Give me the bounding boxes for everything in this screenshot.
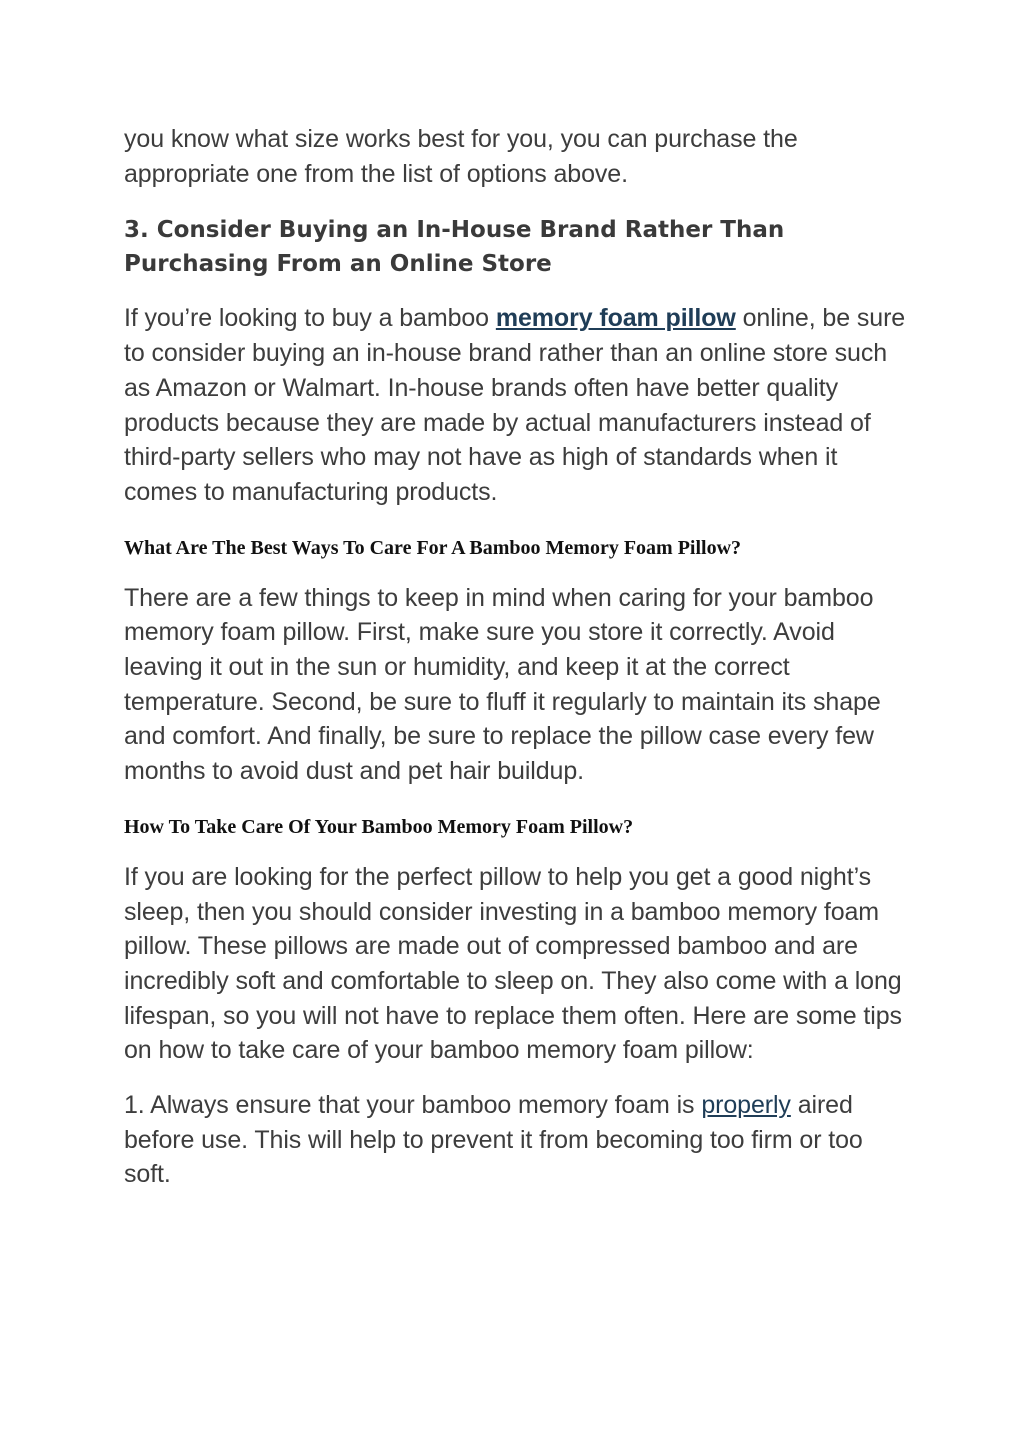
properly-link[interactable]: properly xyxy=(701,1091,791,1120)
document-page xyxy=(124,122,914,1192)
best-ways-paragraph: There are a few things to keep in mind when caring for your bamboo memory foam pillow. First, make sure you store it correctly. Avoid leaving it out in the sun or humidity, and keep it at the correct temperature. Second, be sure to fluff it regularly to maintain its shape and comfort. And finally, be sure to replace the pillow case every few months to avoid dust and pet hair buildup. xyxy=(124,583,881,786)
spacer xyxy=(124,789,914,814)
spacer xyxy=(124,561,914,581)
section-3-heading: 3. Consider Buying an In-House Brand Rather Than Purchasing From an Online Store xyxy=(124,217,785,278)
best-ways-heading: What Are The Best Ways To Care For A Bamboo Memory Foam Pillow? xyxy=(124,536,742,559)
take-care-heading: How To Take Care Of Your Bamboo Memory Foam Pillow? xyxy=(124,815,634,838)
section-3-text-start: If you’re looking to buy a bamboo xyxy=(124,304,496,333)
tip-1-text-end: aired before use. This will help to prevent it from becoming too firm or too soft. xyxy=(124,1091,863,1189)
spacer xyxy=(124,191,914,213)
intro-paragraph: you know what size works best for you, you can purchase the appropriate one from the list of options above. xyxy=(124,125,798,188)
spacer xyxy=(124,510,914,535)
tip-1-paragraph xyxy=(124,1088,914,1192)
spacer xyxy=(124,840,914,860)
tip-1-text-start: 1. Always ensure that your bamboo memory foam is xyxy=(124,1091,702,1120)
memory-foam-pillow-link[interactable]: memory foam pillow xyxy=(495,304,736,333)
spacer xyxy=(124,281,914,301)
spacer xyxy=(124,1068,914,1088)
section-3-text-end: online, be sure to consider buying an in-house brand rather than an online store such as Amazon or Walmart. In-house brands often have better quality products because they are made by actual manufacturers instead of third-party sellers who may not have as high of standards when it comes to manufacturing products. xyxy=(124,304,906,506)
section-3-paragraph xyxy=(124,301,914,509)
take-care-paragraph: If you are looking for the perfect pillow to help you get a good night’s sleep, then you should consider investing in a bamboo memory foam pillow. These pillows are made out of compressed bamboo and are incredibly soft and comfortable to sleep on. They also come with a long lifespan, so you will not have to replace them often. Here are some tips on how to take care of your bamboo memory foam pillow: xyxy=(124,862,902,1065)
